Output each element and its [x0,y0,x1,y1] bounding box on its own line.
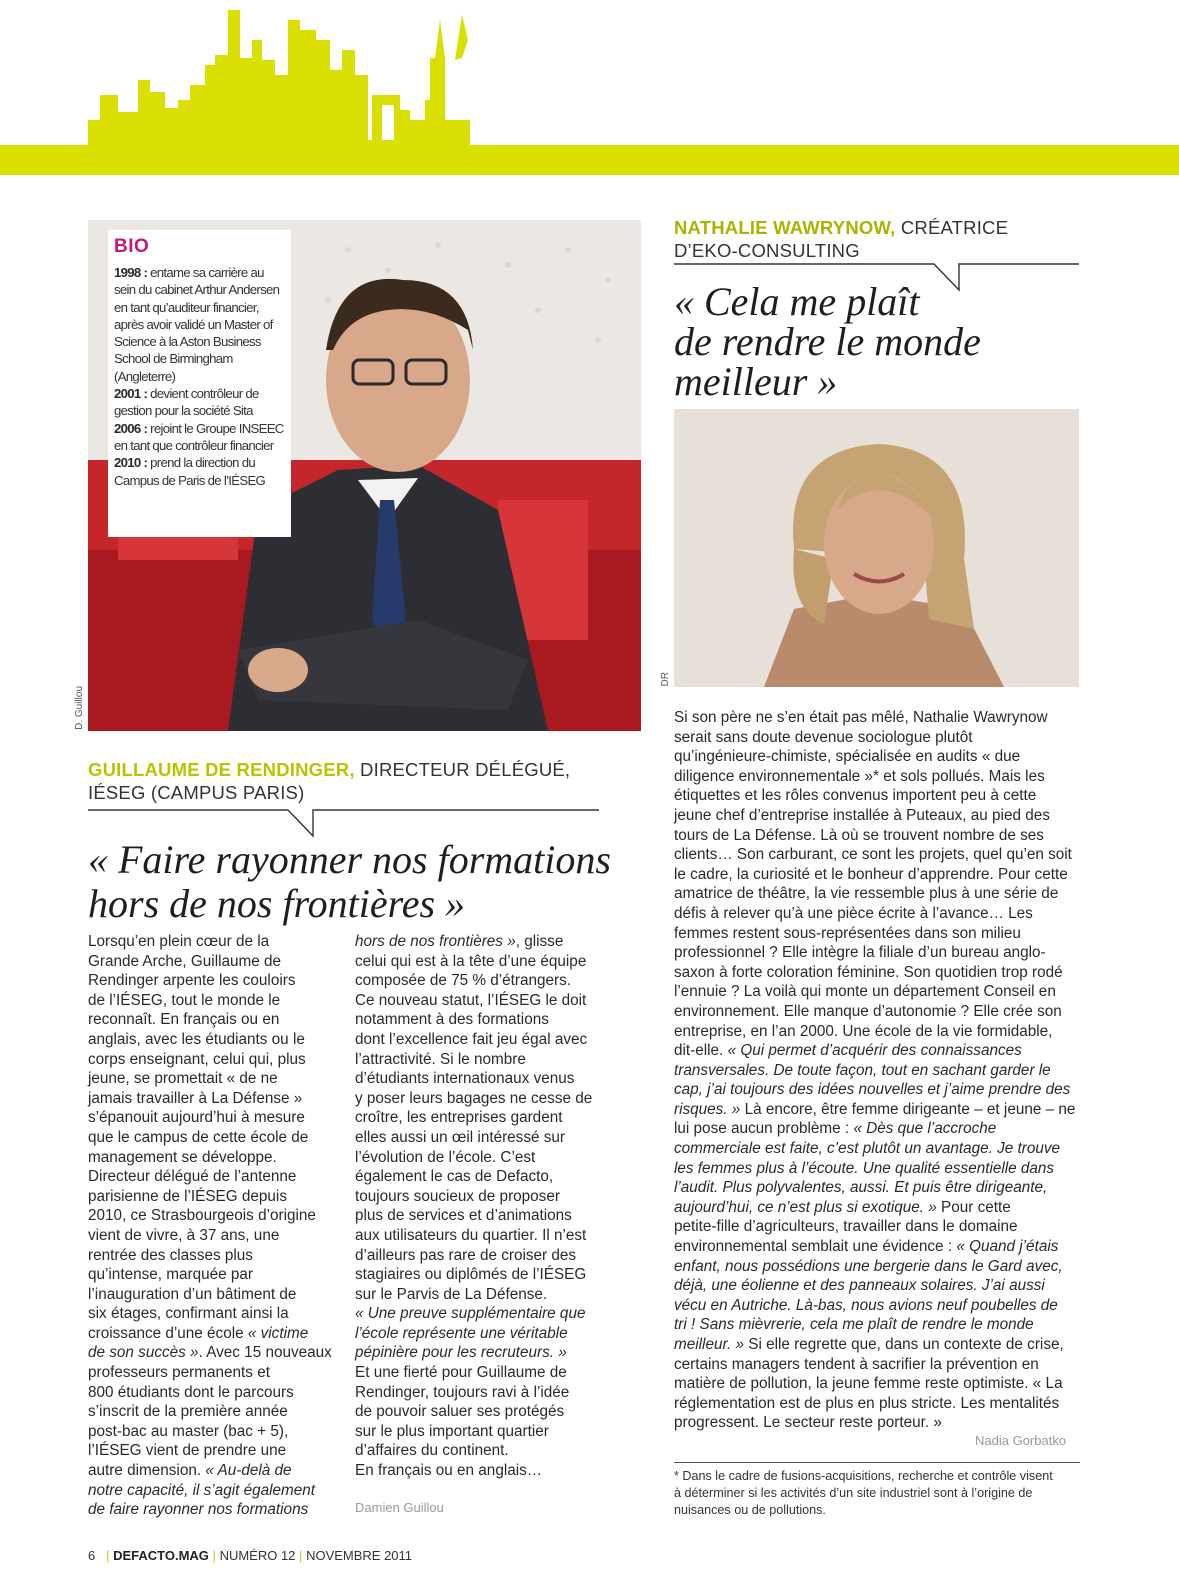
text-run: lui pose aucun problème : [674,1120,854,1138]
text-run: Là encore, être femme dirigeante – et jeune – ne [740,1100,1076,1118]
italic-quote-run: « victime [247,1324,309,1342]
text-line [88,1402,338,1422]
text-line [355,991,615,1011]
text-run: composée de 75 % d’étrangers. [355,972,571,990]
italic-quote-run: enfant, nous possédions une bergerie dans le Gard avec, [674,1257,1063,1275]
bio-year: 2006 : [114,420,148,436]
bio-entry-text: entame sa carrière au sein du cabinet Arthur Andersen en tant qu’auditeur financier, après avoir validé un Master of Science à la Aston Business School de Birmingham (Angleterre) [114,265,280,384]
text-line [88,1050,338,1070]
text-line [355,1441,615,1461]
portrait-photo-left [88,220,641,731]
text-run: amatrice de théâtre, la vie ressemble plus à une série de [674,885,1059,903]
footnote-line: nuisances ou de pollutions. [674,1503,826,1517]
text-run: diligence environnementale »* et sols pollués. Mais les [674,767,1045,785]
text-line [355,1324,615,1344]
text-run: sur le Parvis de La Défense. [355,1285,548,1303]
magazine-name: DEFACTO.MAG [113,1548,209,1563]
text-line [674,1413,1094,1433]
text-line [674,1257,1094,1277]
text-run: En français ou en anglais… [355,1462,543,1480]
skyline-spire [455,15,468,60]
text-line [674,982,1094,1002]
text-run: toujours soucieux de proposer [355,1187,560,1205]
bio-year: 2001 : [114,386,148,402]
text-line [88,1089,338,1109]
text-line [355,1108,615,1128]
text-run: reconnaît. En français ou en [88,1011,280,1029]
left-quote-line: hors de nos frontières » [88,881,466,926]
text-line [355,1343,615,1363]
text-line [88,1363,338,1383]
text-line [88,1481,338,1501]
text-line [355,1030,615,1050]
text-line [355,1265,615,1285]
italic-quote-run: l’école représente une véritable [355,1324,568,1342]
text-run: l’évolution de l’école. C’est [355,1148,536,1166]
text-line [88,1167,338,1187]
text-line [88,952,338,972]
text-run: y poser leurs bagages ne cesse de [355,1089,593,1107]
text-line [355,952,615,972]
text-line [355,932,615,952]
text-run: Si son père ne s’en était pas mêlé, Nathalie Wawrynow [674,709,1048,726]
text-line [674,1276,1094,1296]
text-run: stagiaires ou diplômés de l’IÉSEG [355,1266,587,1284]
text-line [674,1394,1094,1414]
text-run: professeurs permanents et [88,1364,270,1382]
italic-quote-run: risques. » [674,1100,741,1118]
right-name-kicker [674,216,1094,262]
text-line [355,1069,615,1089]
text-line [88,1206,338,1226]
right-quote-line: de rendre le monde [674,319,981,364]
text-line [674,728,1094,748]
left-headline-quote [88,838,648,926]
text-run: matière de pollution, la jeune femme reste optimiste. « La [674,1375,1063,1393]
right-person-name: NATHALIE WAWRYNOW, [674,217,896,238]
skyline-shape [0,10,1179,175]
text-run: qu’ingénieure-chimiste, spécialisée en audits « due [674,748,1021,766]
text-line [674,747,1094,767]
text-line [88,1422,338,1442]
text-line [88,1030,338,1050]
text-line [355,1187,615,1207]
italic-quote-run: de faire rayonner nos formations [88,1501,309,1519]
footnote-rule [674,1462,1080,1463]
text-run: de pouvoir saluer ses protégés [355,1403,565,1421]
text-run: que le campus de cette école de [88,1128,309,1146]
text-line [674,963,1094,983]
text-line [674,1080,1094,1100]
text-line [674,1002,1094,1022]
text-line [88,1441,338,1461]
right-person-role: CRÉATRICE [895,217,1009,238]
bio-entry-text: devient contrôleur de gestion pour la société Sita [114,386,259,419]
photo-credit-right: DR [660,672,671,687]
skyline-banner [0,0,1179,175]
text-line [674,904,1094,924]
text-run: serait sans doute devenue sociologue plutôt [674,728,973,746]
text-run: Si elle regrette que, dans un contexte de crise, [744,1336,1064,1353]
italic-quote-run: meilleur. » [674,1336,744,1353]
text-run: entreprise, en l’an 2000. Une école de la vie formidable, [674,1022,1053,1040]
italic-quote-run: « Une preuve supplémentaire que [355,1305,586,1323]
text-line [674,1119,1094,1139]
text-run: rentrée des classes plus [88,1246,253,1264]
text-line [674,806,1094,826]
text-run: , glisse [515,933,564,950]
text-line [674,1159,1094,1179]
text-run: d’étudiants internationaux venus [355,1070,575,1088]
text-run: progressent. Le secteur reste porteur. » [674,1414,942,1432]
text-run: professionnel ? Elle intègre la filiale d’un bureau anglo- [674,944,1046,962]
italic-quote-run: l’audit. Plus polyvalentes, aussi. Et puis être dirigeante, [674,1179,1048,1197]
text-run: sur le plus important quartier [355,1422,549,1440]
italic-quote-run: les femmes plus à l’écoute. Une qualité essentielle dans [674,1159,1055,1177]
italic-quote-run: aujourd’hui, ce n’est plus si exotique. » [674,1198,937,1216]
text-line [355,1206,615,1226]
text-line [674,1355,1094,1375]
text-run: Grande Arche, Guillaume de [88,952,282,970]
right-headline-quote [674,279,1094,404]
left-person-institution: IÉSEG (CAMPUS PARIS) [88,782,305,803]
page-footer: 6 | DEFACTO.MAG | NUMÉRO 12 | NOVEMBRE 2011 [88,1548,413,1563]
text-run: le cadre, la curiosité et le bonheur d’apprendre. Pour cette [674,865,1068,883]
text-line [88,991,338,1011]
text-line [88,1187,338,1207]
text-line [355,1304,615,1324]
text-run: management se développe. [88,1148,277,1166]
text-line [355,971,615,991]
text-line [355,1128,615,1148]
right-article-body [674,708,1094,1433]
bio-title: BIO [114,236,150,257]
text-run: Ce nouveau statut, l’IÉSEG le doit [355,991,587,1009]
text-line [674,1198,1094,1218]
italic-quote-run: déjà, une éolienne et des panneaux solaires. J’ai aussi [674,1277,1045,1295]
page-number: 6 [88,1548,96,1563]
bio-box [108,230,291,537]
text-line [674,1217,1094,1237]
text-line [674,786,1094,806]
italic-quote-run: transversales. De toute façon, tout en sachant garder le [674,1061,1051,1079]
right-person-company: D’EKO-CONSULTING [674,240,860,261]
italic-quote-run: notre capacité, il s’agit également [88,1481,316,1499]
text-line [674,826,1094,846]
text-run: corps enseignant, celui qui, plus [88,1050,306,1068]
text-line [674,1041,1094,1061]
text-run: d’affaires du continent. [355,1442,509,1460]
issue-date: NOVEMBRE 2011 [306,1548,413,1563]
text-run: tours de La Défense. Là où se trouvent nombre de ses [674,826,1044,844]
italic-quote-run: « Quand j’étais [956,1238,1059,1256]
text-run: 2010, ce Strasbourgeois d’origine [88,1207,316,1225]
text-run: qu’intense, marquée par [88,1266,253,1284]
text-run: femmes restent sous-représentées dans son milieu [674,924,1021,942]
portrait-photo-right [674,409,1079,687]
text-run: défis à relever qu’à une pièce écrite à l’avance… Les [674,904,1033,922]
text-line [88,1285,338,1305]
text-run: jamais travailler à La Défense » [88,1089,303,1107]
text-line [674,865,1094,885]
italic-quote-run: hors de nos frontières » [355,933,516,950]
text-line [88,1128,338,1148]
italic-quote-run: vécu en Autriche. Là-bas, nous avions neuf poubelles de [674,1296,1058,1314]
text-run: six étages, confirmant ainsi la [88,1305,289,1323]
text-run: dit-elle. [674,1042,728,1060]
text-run: notamment à des formations [355,1011,549,1029]
text-line [674,1315,1094,1335]
text-line [674,1178,1094,1198]
text-run: anglais, avec les étudiants ou le [88,1030,305,1048]
text-run: réglementation est de plus en plus stricte. Les mentalités [674,1394,1060,1412]
text-line [88,1265,338,1285]
italic-quote-run: de son succès » [88,1344,199,1362]
text-line [88,1461,338,1481]
text-line [674,1296,1094,1316]
text-line [88,1226,338,1246]
text-run: celui qui est à la tête d’une équipe [355,952,587,970]
text-line [355,1050,615,1070]
text-run: plus de services et d’animations [355,1207,572,1225]
text-run: 800 étudiants dont le parcours [88,1383,294,1401]
right-signature: Nadia Gorbatko [975,1433,1067,1448]
italic-quote-run: « Dès que l’accroche [853,1120,997,1138]
bio-entries [114,264,287,489]
text-run: aux utilisateurs du quartier. Il n’est [355,1226,587,1244]
text-run: . Avec 15 nouveaux [198,1344,332,1362]
text-line [355,1402,615,1422]
footnote-line: * Dans le cadre de fusions-acquisitions, recherche et contrôle visent [674,1469,1053,1483]
text-line [674,1061,1094,1081]
text-run: clients… Son carburant, ce sont les projets, quel qu’en soit [674,846,1072,864]
text-run: Rendinger arpente les couloirs [88,972,296,990]
bio-entry-text: rejoint le Groupe INSEEC en tant que contrôleur financier [114,420,284,453]
text-line [355,1363,615,1383]
text-run: dont l’excellence fait jeu égal avec [355,1030,588,1048]
italic-quote-run: pépinière pour les recruteurs. » [355,1344,567,1362]
text-line [674,1022,1094,1042]
issue-number: NUMÉRO 12 [219,1548,296,1563]
text-line [88,932,338,952]
footnote-line: à déterminer si les activités d’un site industriel sont à l’origine de [674,1486,1033,1500]
bio-entry-text: prend la direction du Campus de Paris de l’IÉSEG [114,455,266,488]
portrait-illustration-right [674,409,1079,687]
text-run: Lorsqu’en plein cœur de la [88,933,270,950]
right-quote-line: « Cela me plaît [674,279,920,324]
left-signature: Damien Guillou [355,1500,444,1515]
text-run: parisienne de l’IÉSEG depuis [88,1187,287,1205]
text-line [674,924,1094,944]
text-run: environnement. Elle manque d’autonomie ? Elle crée son [674,1002,1062,1020]
text-run: post-bac au master (bac + 5), [88,1422,289,1440]
text-run: certains managers tendent à sacrifier la prévention en [674,1355,1039,1373]
italic-quote-run: commerciale est faite, c’est plutôt un avantage. Je trouve [674,1140,1061,1158]
text-run: environnemental semblait une évidence : [674,1238,957,1256]
text-run: Pour cette [936,1198,1011,1216]
text-run: de l’IÉSEG, tout le monde le [88,991,281,1009]
text-line [674,1100,1094,1120]
text-line [88,971,338,991]
text-line [674,943,1094,963]
text-line [355,1422,615,1442]
text-line [355,1010,615,1030]
left-person-role: DIRECTEUR DÉLÉGUÉ, [354,759,571,780]
text-run: croissance d’une école [88,1324,248,1342]
text-line [88,1500,338,1520]
text-line [674,845,1094,865]
text-run: elles aussi un œil intéressé sur [355,1128,565,1146]
italic-quote-run: tri ! Sans mièvrerie, cela me plaît de rendre le monde [674,1316,1034,1334]
left-person-name: GUILLAUME DE RENDINGER, [88,759,355,780]
text-line [355,1148,615,1168]
text-run: Et une fierté pour Guillaume de [355,1364,567,1382]
text-run: Directeur délégué de l’antenne [88,1168,297,1186]
left-name-kicker [88,758,608,804]
photo-credit-left: D. Guillou [74,686,85,730]
text-run: également le cas de Defacto, [355,1168,554,1186]
bio-year: 1998 : [114,265,148,280]
text-run: l’inauguration d’un bâtiment de [88,1285,297,1303]
left-article-column-2 [355,932,615,1481]
text-line [355,1383,615,1403]
text-line [674,1374,1094,1394]
text-line [355,1226,615,1246]
italic-quote-run: « Au-delà de [205,1462,292,1480]
text-line [88,1108,338,1128]
text-line [355,1167,615,1187]
text-run: s’inscrit de la première année [88,1403,288,1421]
text-run: l’attractivité. Si le nombre [355,1050,526,1068]
text-run: jeune chef d’entreprise installée à Puteaux, au pied des [674,806,1050,824]
left-article-column-1 [88,932,338,1520]
text-line [674,1139,1094,1159]
text-line [88,1324,338,1344]
text-line [88,1148,338,1168]
text-line [88,1246,338,1266]
text-run: l’ennuie ? La voilà qui monte un département Conseil en [674,983,1056,1001]
text-run: petite-fille d’agriculteurs, travailler dans le domaine [674,1218,1018,1236]
text-line [355,1089,615,1109]
text-line [674,1237,1094,1257]
text-line [674,767,1094,787]
text-run: croître, les entreprises gardent [355,1109,563,1127]
text-line [88,1383,338,1403]
text-line [355,1246,615,1266]
footnote [674,1468,1094,1519]
text-line [674,884,1094,904]
text-line [88,1069,338,1089]
text-line [674,1335,1094,1355]
text-run: s’épanouit aujourd’hui à mesure [88,1109,305,1127]
text-run: d’ailleurs pas rare de croiser des [355,1246,577,1264]
italic-quote-run: « Qui permet d’acquérir des connaissances [727,1042,1022,1060]
italic-quote-run: cap, j’ai toujours des idées nouvelles et j’aime prendre des [674,1081,1071,1099]
left-quote-line: « Faire rayonner nos formations [88,837,611,882]
text-run: jeune, se promettait « de ne [88,1070,278,1088]
text-line [88,1304,338,1324]
text-run: l’IÉSEG vient de prendre une [88,1442,287,1460]
right-quote-line: meilleur » [674,359,838,404]
text-line [355,1461,615,1481]
text-line [674,708,1094,728]
text-line [88,1343,338,1363]
text-line [88,1010,338,1030]
text-run: Rendinger, toujours ravi à l’idée [355,1383,570,1401]
text-run: autre dimension. [88,1462,206,1480]
text-run: saxon à forte coloration féminine. Son quotidien trop rodé [674,963,1063,981]
bio-year: 2010 : [114,455,148,471]
text-line [355,1285,615,1305]
text-run: étiquettes et les rôles convenus importent peu à cette [674,787,1037,805]
text-run: vient de vivre, à 37 ans, une [88,1226,280,1244]
